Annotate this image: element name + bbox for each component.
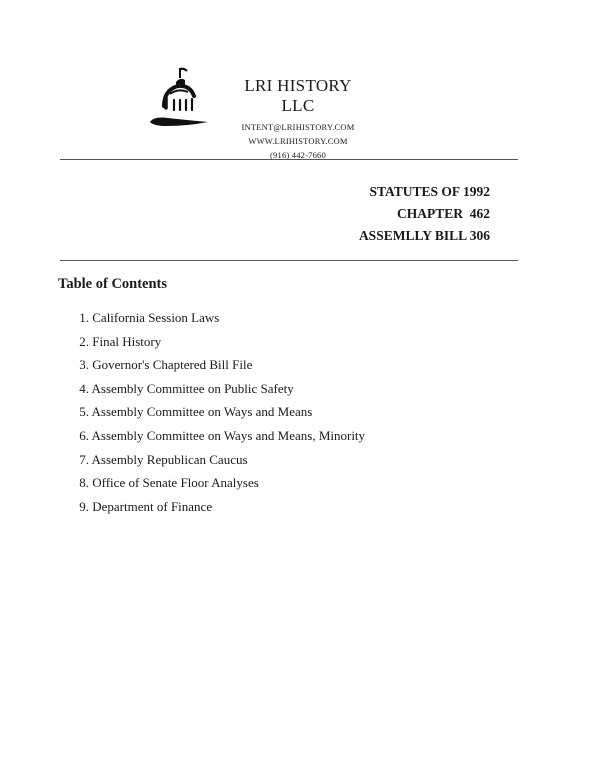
- toc-item-label: Department of Finance: [92, 498, 213, 514]
- toc-item-label: Assembly Committee on Ways and Means, Minority: [91, 427, 366, 443]
- toc-item: [66, 306, 365, 330]
- toc-item-number: 3.: [79, 357, 89, 373]
- statute-block: [359, 181, 490, 247]
- toc-item-number: 8.: [79, 475, 89, 491]
- toc-item-label: Assembly Committee on Public Safety: [91, 380, 294, 396]
- statute-year: STATUTES OF 1992: [369, 184, 490, 199]
- toc-item: [66, 424, 365, 448]
- toc-item-number: 4.: [79, 380, 89, 396]
- toc-item: [66, 471, 365, 495]
- toc-item: [66, 448, 365, 472]
- toc-item-label: Office of Senate Floor Analyses: [92, 475, 259, 491]
- toc-item-label: Governor's Chaptered Bill File: [92, 357, 253, 373]
- toc-item-label: Final History: [92, 333, 162, 349]
- toc-item-label: California Session Laws: [92, 310, 220, 325]
- letterhead: [228, 76, 368, 162]
- toc-item: [66, 353, 365, 377]
- toc-item-number: 1.: [79, 310, 89, 325]
- toc-item: [66, 377, 365, 401]
- contact-website: WWW.LRIHISTORY.COM: [248, 136, 348, 146]
- toc-item-number: 5.: [79, 404, 89, 420]
- toc-list: [66, 306, 365, 518]
- statute-chapter: CHAPTER 462: [396, 206, 490, 221]
- toc-item-label: Assembly Committee on Ways and Means: [91, 404, 313, 420]
- statute-bill: ASSEMLLY BILL 306: [358, 228, 490, 243]
- toc-item: [66, 495, 365, 519]
- header-divider: [60, 159, 518, 160]
- contact-email: INTENT@LRIHISTORY.COM: [241, 122, 355, 132]
- capitol-dome-icon: [142, 66, 214, 138]
- contact-phone: (916) 442-7660: [270, 150, 326, 160]
- toc-item: [66, 330, 365, 354]
- toc-item-number: 6.: [79, 427, 89, 443]
- toc-item-number: 9.: [79, 498, 89, 514]
- toc-title: Table of Contents: [58, 276, 168, 292]
- toc-item-label: Assembly Republican Caucus: [91, 451, 248, 467]
- toc-item-number: 2.: [79, 333, 89, 349]
- statute-divider: [60, 260, 518, 261]
- toc-item-number: 7.: [79, 451, 89, 467]
- toc-item: [66, 400, 365, 424]
- company-name: LRI HISTORY LLC: [244, 76, 352, 115]
